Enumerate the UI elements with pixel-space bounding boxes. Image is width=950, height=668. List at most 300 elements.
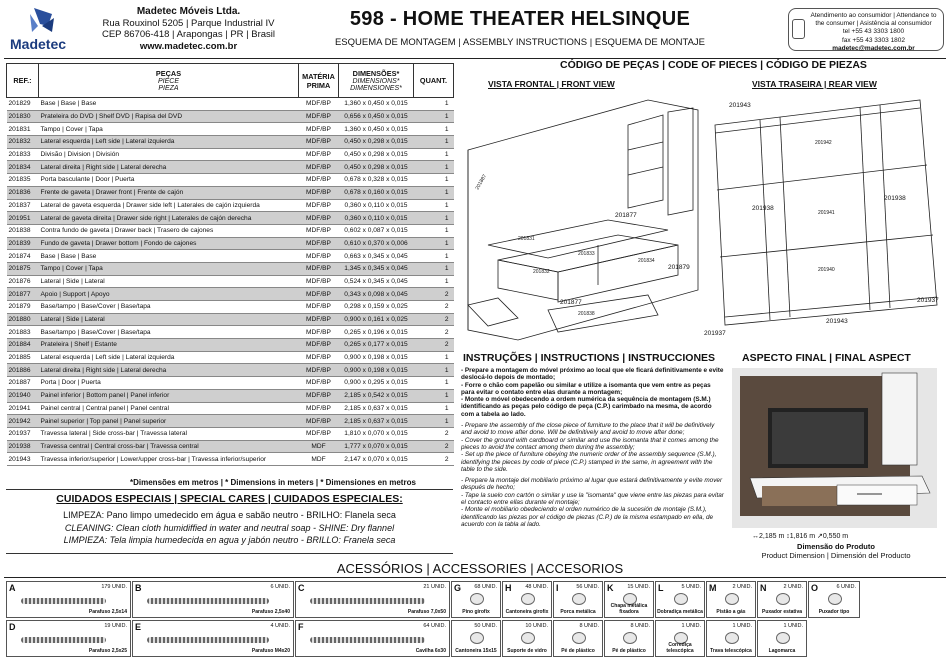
part-material: MDF/BP	[299, 110, 339, 123]
sac-line: the consumer | Asistência al consumidor	[815, 20, 932, 28]
part-dimensions: 0,663 x 0,345 x 0,045	[339, 250, 414, 263]
document-title	[300, 8, 740, 48]
part-quantity: 1	[414, 186, 454, 199]
part-quantity: 2	[414, 288, 454, 301]
part-dimensions: 0,900 x 0,295 x 0,015	[339, 377, 414, 390]
accessory-name: Pé de plástico	[561, 648, 595, 654]
instruction-es: - Prepare la montaje del mobiliario próximo al lugar que estará definitivamente y evite mover después de hecho;	[461, 477, 723, 492]
part-ref: 201884	[7, 339, 39, 352]
table-row	[7, 402, 454, 415]
part-name: Porta | Door | Puerta	[39, 377, 299, 390]
part-name: Tampo | Cover | Tapa	[39, 262, 299, 275]
front-view-diagram	[458, 90, 708, 345]
part-quantity: 1	[414, 123, 454, 136]
accessory-item	[553, 581, 603, 618]
part-quantity: 1	[414, 402, 454, 415]
part-quantity: 2	[414, 427, 454, 440]
part-name: Divisão | Division | División	[39, 148, 299, 161]
part-material: MDF/BP	[299, 301, 339, 314]
svg-text:201838: 201838	[578, 311, 595, 317]
part-ref: 201886	[7, 364, 39, 377]
part-name: Prateleira do DVD | Shelf DVD | Rapisa del DVD	[39, 110, 299, 123]
table-row	[7, 377, 454, 390]
part-name: Lateral de gaveta direita | Drawer side right | Laterales de cajón derecha	[39, 212, 299, 225]
part-dimensions: 0,450 x 0,298 x 0,015	[339, 161, 414, 174]
accessory-icon	[470, 632, 484, 644]
accessory-name: Parafuso 2,5x25	[88, 648, 127, 654]
part-dimensions: 0,602 x 0,087 x 0,015	[339, 224, 414, 237]
accessory-item	[604, 620, 654, 657]
part-ref: 201887	[7, 377, 39, 390]
part-quantity: 2	[414, 440, 454, 453]
company-website[interactable]: www.madetec.com.br	[139, 40, 238, 52]
part-material: MDF/BP	[299, 250, 339, 263]
part-dimensions: 1,360 x 0,450 x 0,015	[339, 98, 414, 111]
part-name: Lateral de gaveta esquerda | Drawer side left | Laterales de cajón izquierda	[39, 199, 299, 212]
part-dimensions: 1,345 x 0,345 x 0,045	[339, 262, 414, 275]
part-dimensions: 0,610 x 0,370 x 0,006	[339, 237, 414, 250]
accessory-item	[757, 620, 807, 657]
accessory-letter: D	[9, 622, 16, 632]
part-name: Frente de gaveta | Drawer front | Frente de cajón	[39, 186, 299, 199]
accessory-letter: C	[298, 583, 305, 593]
table-row	[7, 262, 454, 275]
part-ref: 201877	[7, 288, 39, 301]
instruction-es: - Monte el mobiliario obedeciendo el orden numérico de la sucesión de montaje (S.M.), identificando las piezas por el código de piezas (C.P.) de la misma estampado en ella, de acuerdo con la tabla al lado.	[461, 506, 714, 528]
accessory-letter: H	[505, 583, 512, 593]
accessory-name: Corrediça telescópica	[666, 642, 694, 654]
accessory-icon	[310, 598, 425, 604]
part-dimensions: 0,343 x 0,098 x 0,045	[339, 288, 414, 301]
part-ref: 201835	[7, 174, 39, 187]
instruction-es: - Tape la suelo con cartón o similar y use la "isomanta" que viene entre las piezas para evitar el contacto entre ellas durante el montaje;	[461, 491, 724, 507]
part-quantity: 1	[414, 148, 454, 161]
header-piece-pt: PEÇAS	[155, 69, 182, 78]
part-material: MDF/BP	[299, 288, 339, 301]
part-dimensions: 0,900 x 0,161 x 0,025	[339, 313, 414, 326]
part-dimensions: 0,524 x 0,345 x 0,045	[339, 275, 414, 288]
product-dimensions: ↔2,185 m ↕1,816 m ↗0,550 m	[752, 533, 849, 540]
company-info	[86, 6, 291, 52]
part-quantity: 1	[414, 364, 454, 377]
accessory-letter: I	[556, 583, 559, 593]
dimensions-note: *Dimensões em metros | * Dimensions in meters | * Dimensiones en metros	[130, 478, 416, 487]
part-material: MDF/BP	[299, 174, 339, 187]
part-material: MDF/BP	[299, 415, 339, 428]
part-name: Apoio | Support | Apoyo	[39, 288, 299, 301]
accessory-quantity: 2 UNID.	[783, 584, 803, 590]
part-ref: 201833	[7, 148, 39, 161]
part-quantity: 1	[414, 237, 454, 250]
special-care-box	[6, 489, 453, 554]
part-material: MDF/BP	[299, 224, 339, 237]
part-name: Base | Base | Base	[39, 250, 299, 263]
accessory-icon	[21, 598, 106, 604]
accessory-icon	[828, 593, 842, 605]
part-ref: 201879	[7, 301, 39, 314]
rear-label: 201938	[752, 205, 774, 212]
part-material: MDF/BP	[299, 377, 339, 390]
instructions-title: INSTRUÇÕES | INSTRUCTIONS | INSTRUCCIONES	[463, 352, 716, 364]
part-material: MDF/BP	[299, 199, 339, 212]
accessory-quantity: 64 UNID.	[423, 623, 446, 629]
sac-line: Atendimento ao consumidor | Attendance to	[810, 12, 937, 19]
part-dimensions: 0,298 x 0,159 x 0,025	[339, 301, 414, 314]
accessory-quantity: 5 UNID.	[681, 584, 701, 590]
header-piece-es: PIEZA	[158, 85, 179, 92]
table-row	[7, 237, 454, 250]
part-name: Travessa lateral | Side cross-bar | Travessa lateral	[39, 427, 299, 440]
header-quantity: QUANT.	[414, 64, 454, 98]
part-material: MDF/BP	[299, 364, 339, 377]
accessories-title: ACESSÓRIOS | ACCESSORIES | ACCESORIOS	[336, 561, 624, 576]
accessory-name: Puxador tipo	[818, 609, 850, 615]
part-name: Lateral esquerda | Left side | Lateral izquierda	[39, 136, 299, 149]
front-label: 201877	[615, 212, 637, 219]
part-name: Travessa inferior/superior | Lower/upper cross-bar | Travessa inferior/superior	[39, 453, 299, 466]
part-name: Contra fundo de gaveta | Drawer back | Trasero de cajones	[39, 224, 299, 237]
header-material: MATÉRIA PRIMA	[299, 64, 339, 98]
part-dimensions: 0,265 x 0,196 x 0,015	[339, 326, 414, 339]
part-dimensions: 0,656 x 0,450 x 0,015	[339, 110, 414, 123]
table-row	[7, 288, 454, 301]
accessory-quantity: 48 UNID.	[525, 584, 548, 590]
rear-label: 201937	[704, 330, 726, 337]
rear-label: 201942	[815, 140, 832, 146]
part-quantity: 1	[414, 110, 454, 123]
svg-text:201831: 201831	[518, 236, 535, 242]
accessory-quantity: 1 UNID.	[732, 623, 752, 629]
part-name: Lateral direita | Right side | Lateral derecha	[39, 161, 299, 174]
part-name: Fundo de gaveta | Drawer bottom | Fondo de cajones	[39, 237, 299, 250]
part-name: Travessa central | Central cross-bar | Travessa central	[39, 440, 299, 453]
part-ref: 201838	[7, 224, 39, 237]
accessory-icon	[674, 593, 688, 605]
accessory-item	[502, 581, 552, 618]
part-material: MDF/BP	[299, 262, 339, 275]
accessory-icon	[623, 632, 637, 644]
accessory-icon	[470, 593, 484, 605]
part-quantity: 1	[414, 389, 454, 402]
table-row	[7, 351, 454, 364]
accessory-icon	[572, 593, 586, 605]
part-ref: 201951	[7, 212, 39, 225]
part-ref: 201943	[7, 453, 39, 466]
rear-label: 201941	[818, 210, 835, 216]
product-dimension-caption	[756, 542, 916, 560]
part-material: MDF/BP	[299, 123, 339, 136]
accessory-name: Parafuso M4x20	[251, 648, 290, 654]
front-label: 201877	[560, 299, 582, 306]
accessory-quantity: 6 UNID.	[836, 584, 856, 590]
accessory-name: Dobradiça metálica	[657, 609, 703, 615]
table-row	[7, 275, 454, 288]
customer-service-box	[788, 8, 944, 51]
table-row	[7, 301, 454, 314]
accessory-name: Parafuso 2,5x40	[251, 609, 290, 615]
part-dimensions: 1,777 x 0,070 x 0,015	[339, 440, 414, 453]
accessory-quantity: 68 UNID.	[474, 584, 497, 590]
accessory-name: Cantoneira girofix	[505, 609, 549, 615]
accessory-quantity: 8 UNID.	[630, 623, 650, 629]
table-row	[7, 148, 454, 161]
accessory-icon	[147, 637, 269, 643]
accessory-letter: O	[811, 583, 819, 593]
part-dimensions: 0,900 x 0,198 x 0,015	[339, 351, 414, 364]
instruction-en: - Set up the piece of furniture obeying the numeric order of the assembly sequence (S.M.), identifying the pieces by code of piece (C.P.) stamped in the same, in agreement with the table to the side.	[461, 451, 717, 473]
accessory-item	[295, 620, 450, 657]
part-ref: 201941	[7, 402, 39, 415]
accessory-name: Pé de plástico	[612, 648, 646, 654]
header-piece	[39, 64, 299, 98]
part-name: Porta basculante | Door | Puerta	[39, 174, 299, 187]
accessory-item	[604, 581, 654, 618]
accessory-item	[295, 581, 450, 618]
part-name: Painel central | Central panel | Panel central	[39, 402, 299, 415]
accessory-icon	[725, 593, 739, 605]
part-ref: 201831	[7, 123, 39, 136]
logo-text: Madetec	[10, 36, 67, 52]
accessory-item	[553, 620, 603, 657]
part-name: Tampo | Cover | Tapa	[39, 123, 299, 136]
accessory-item	[706, 620, 756, 657]
table-row	[7, 415, 454, 428]
instruction-pt: - Forre o chão com papelão ou similar e utilize a isomanta que vem entre as peças para evitar o contato entre elas durante a montagem;	[461, 381, 711, 396]
accessory-name: Lagomarca	[768, 648, 796, 654]
part-name: Lateral direita | Right side | Lateral derecha	[39, 364, 299, 377]
sac-email[interactable]: madetec@madetec.com.br	[832, 44, 915, 52]
rear-view-title: VISTA TRASEIRA | REAR VIEW	[752, 79, 877, 89]
accessory-icon	[310, 637, 425, 643]
part-quantity: 1	[414, 199, 454, 212]
accessory-letter: M	[709, 583, 717, 593]
part-quantity: 2	[414, 326, 454, 339]
sac-fax: fax +55 43 3303 1802	[841, 36, 906, 44]
header-dim-pt: DIMENSÕES*	[352, 69, 400, 78]
front-view-title: VISTA FRONTAL | FRONT VIEW	[488, 79, 615, 89]
accessory-quantity: 21 UNID.	[423, 584, 446, 590]
part-material: MDF/BP	[299, 402, 339, 415]
part-name: Lateral | Side | Lateral	[39, 275, 299, 288]
table-row	[7, 389, 454, 402]
accessory-icon	[521, 632, 535, 644]
rear-label: 201938	[884, 195, 906, 202]
part-ref: 201874	[7, 250, 39, 263]
part-material: MDF/BP	[299, 275, 339, 288]
part-dimensions: 2,185 x 0,637 x 0,015	[339, 415, 414, 428]
accessory-name: Parafuso 7,0x50	[407, 609, 446, 615]
part-ref: 201834	[7, 161, 39, 174]
accessory-name: Cantoneira 15x15	[455, 648, 497, 654]
part-name: Lateral esquerda | Left side | Lateral izquierda	[39, 351, 299, 364]
instructions-text	[461, 367, 725, 528]
table-row	[7, 123, 454, 136]
part-ref: 201937	[7, 427, 39, 440]
accessory-letter: B	[135, 583, 142, 593]
dimension-title: Dimensão do Produto	[797, 542, 875, 551]
front-label: 201879	[668, 264, 690, 271]
part-quantity: 1	[414, 250, 454, 263]
part-material: MDF	[299, 453, 339, 466]
part-ref: 201940	[7, 389, 39, 402]
part-dimensions: 0,360 x 0,110 x 0,015	[339, 212, 414, 225]
header-dim-en: DIMENSIONS*	[352, 78, 400, 85]
part-quantity: 2	[414, 453, 454, 466]
rear-label: 201943	[826, 318, 848, 325]
header-piece-en: PIECE	[157, 78, 179, 85]
accessory-letter: F	[298, 622, 304, 632]
part-material: MDF/BP	[299, 237, 339, 250]
accessory-item	[451, 581, 501, 618]
part-quantity: 1	[414, 98, 454, 111]
care-line-en: CLEANING: Clean cloth humidiffied in water and neutral soap - SHINE: Dry flannel	[64, 522, 395, 533]
accessory-quantity: 15 UNID.	[627, 584, 650, 590]
accessory-name: Suporte de vidro	[507, 648, 547, 654]
part-ref: 201883	[7, 326, 39, 339]
svg-text:201887: 201887	[474, 173, 489, 191]
accessory-quantity: 56 UNID.	[576, 584, 599, 590]
parts-table	[6, 63, 454, 466]
rear-label: 201937	[917, 297, 939, 304]
part-ref: 201885	[7, 351, 39, 364]
part-material: MDF/BP	[299, 339, 339, 352]
part-dimensions: 0,900 x 0,198 x 0,015	[339, 364, 414, 377]
part-name: Base/tampo | Base/Cover | Base/tapa	[39, 301, 299, 314]
header-dim-es: DIMENSIONES*	[350, 85, 402, 92]
document-subtitle: ESQUEMA DE MONTAGEM | ASSEMBLY INSTRUCTIONS | ESQUEMA DE MONTAJE	[334, 37, 706, 48]
table-row	[7, 440, 454, 453]
accessories-divider	[4, 577, 946, 578]
part-ref: 201876	[7, 275, 39, 288]
product-title: 598 - HOME THEATER HELSINQUE	[349, 8, 691, 30]
part-material: MDF/BP	[299, 98, 339, 111]
table-row	[7, 136, 454, 149]
table-row	[7, 98, 454, 111]
part-ref: 201875	[7, 262, 39, 275]
part-ref: 201830	[7, 110, 39, 123]
table-row	[7, 174, 454, 187]
part-quantity: 1	[414, 136, 454, 149]
part-name: Lateral | Side | Lateral	[39, 313, 299, 326]
accessory-letter: A	[9, 583, 16, 593]
accessory-item	[451, 620, 501, 657]
company-address: Rua Rouxinol 5205 | Parque Industrial IV	[102, 17, 275, 29]
accessory-item	[132, 620, 294, 657]
table-row	[7, 250, 454, 263]
part-dimensions: 1,360 x 0,450 x 0,015	[339, 123, 414, 136]
accessory-item	[132, 581, 294, 618]
part-quantity: 1	[414, 174, 454, 187]
accessory-name: Parafuso 2,5x14	[88, 609, 127, 615]
accessory-quantity: 2 UNID.	[732, 584, 752, 590]
table-header-row	[7, 64, 454, 98]
final-aspect-image	[732, 368, 937, 528]
accessory-item	[757, 581, 807, 618]
accessory-name: Pino girofix	[462, 609, 490, 615]
accessory-item	[655, 581, 705, 618]
accessory-item	[655, 620, 705, 657]
accessory-icon	[776, 593, 790, 605]
final-aspect-title: ASPECTO FINAL | FINAL ASPECT	[742, 352, 911, 364]
part-material: MDF/BP	[299, 161, 339, 174]
accessory-letter: L	[658, 583, 664, 593]
accessory-quantity: 179 UNID.	[101, 584, 127, 590]
dimension-subtitle: Product Dimension | Dimensión del Producto	[761, 551, 911, 560]
svg-text:201834: 201834	[638, 258, 655, 264]
part-material: MDF	[299, 440, 339, 453]
part-quantity: 1	[414, 351, 454, 364]
accessory-icon	[776, 632, 790, 644]
part-material: MDF/BP	[299, 389, 339, 402]
sac-phone: tel +55 43 3303 1800	[842, 28, 905, 36]
accessory-icon	[572, 632, 586, 644]
accessory-letter: E	[135, 622, 142, 632]
accessory-quantity: 1 UNID.	[783, 623, 803, 629]
header-dimensions	[339, 64, 414, 98]
accessory-quantity: 6 UNID.	[270, 584, 290, 590]
part-quantity: 1	[414, 275, 454, 288]
accessory-letter: K	[607, 583, 614, 593]
part-quantity: 1	[414, 377, 454, 390]
accessory-name: Trava telescópica	[710, 648, 752, 654]
table-row	[7, 199, 454, 212]
accessory-name: Cavilha 6x30	[415, 648, 446, 654]
part-quantity: 1	[414, 415, 454, 428]
part-name: Painel superior | Top panel | Panel superior	[39, 415, 299, 428]
instruction-pt: - Monte o móvel obedecendo a ordem numérica da sequência de montagem (S.M.) identificando as peças pelo código de peça (C.P.) carimbado na mesma, de acordo com a tabela ao lado.	[461, 396, 712, 418]
part-material: MDF/BP	[299, 212, 339, 225]
accessory-item	[6, 620, 131, 657]
part-dimensions: 1,810 x 0,070 x 0,015	[339, 427, 414, 440]
accessory-quantity: 1 UNID.	[681, 623, 701, 629]
part-dimensions: 0,265 x 0,177 x 0,015	[339, 339, 414, 352]
accessory-letter: N	[760, 583, 767, 593]
table-row	[7, 186, 454, 199]
part-dimensions: 2,185 x 0,637 x 0,015	[339, 402, 414, 415]
part-name: Painel inferior | Bottom panel | Panel inferior	[39, 389, 299, 402]
accessory-item	[706, 581, 756, 618]
part-material: MDF/BP	[299, 148, 339, 161]
accessory-name: Puxador estativa	[761, 609, 803, 615]
part-name: Prateleira | Shelf | Estante	[39, 339, 299, 352]
part-material: MDF/BP	[299, 313, 339, 326]
accessory-name: Pistão a gás	[716, 609, 746, 615]
accessory-icon	[147, 598, 269, 604]
svg-text:201833: 201833	[578, 251, 595, 257]
part-name: Base/tampo | Base/Cover | Base/tapa	[39, 326, 299, 339]
rear-label: 201943	[729, 102, 751, 109]
part-material: MDF/BP	[299, 186, 339, 199]
accessory-quantity: 50 UNID.	[474, 623, 497, 629]
accessory-quantity: 19 UNID.	[104, 623, 127, 629]
part-dimensions: 2,147 x 0,070 x 0,015	[339, 453, 414, 466]
table-row	[7, 326, 454, 339]
instruction-pt: - Prepare a montagem do móvel próximo ao local que ele ficará definitivamente e evite deslocá-lo depois de montado;	[461, 367, 724, 382]
part-material: MDF/BP	[299, 427, 339, 440]
instruction-en: - Prepare the assembly of the close piece of furniture to the place that it will be definitively and avoid to move after done. Will be definitively and avoid to move after done;	[461, 422, 715, 437]
rear-label: 201940	[818, 267, 835, 273]
instruction-en: - Cover the ground with cardboard or similar and use the isomanta that it comes among the pieces to avoid the contact among them during the assembly;	[461, 436, 719, 451]
part-ref: 201832	[7, 136, 39, 149]
part-dimensions: 0,678 x 0,328 x 0,015	[339, 174, 414, 187]
part-quantity: 1	[414, 224, 454, 237]
accessory-quantity: 10 UNID.	[525, 623, 548, 629]
part-ref: 201829	[7, 98, 39, 111]
care-line-pt: LIMPEZA: Pano limpo umedecido em água e sabão neutro - BRILHO: Flanela seca	[63, 510, 396, 520]
part-dimensions: 0,678 x 0,160 x 0,015	[339, 186, 414, 199]
table-row	[7, 364, 454, 377]
accessory-item	[6, 581, 131, 618]
